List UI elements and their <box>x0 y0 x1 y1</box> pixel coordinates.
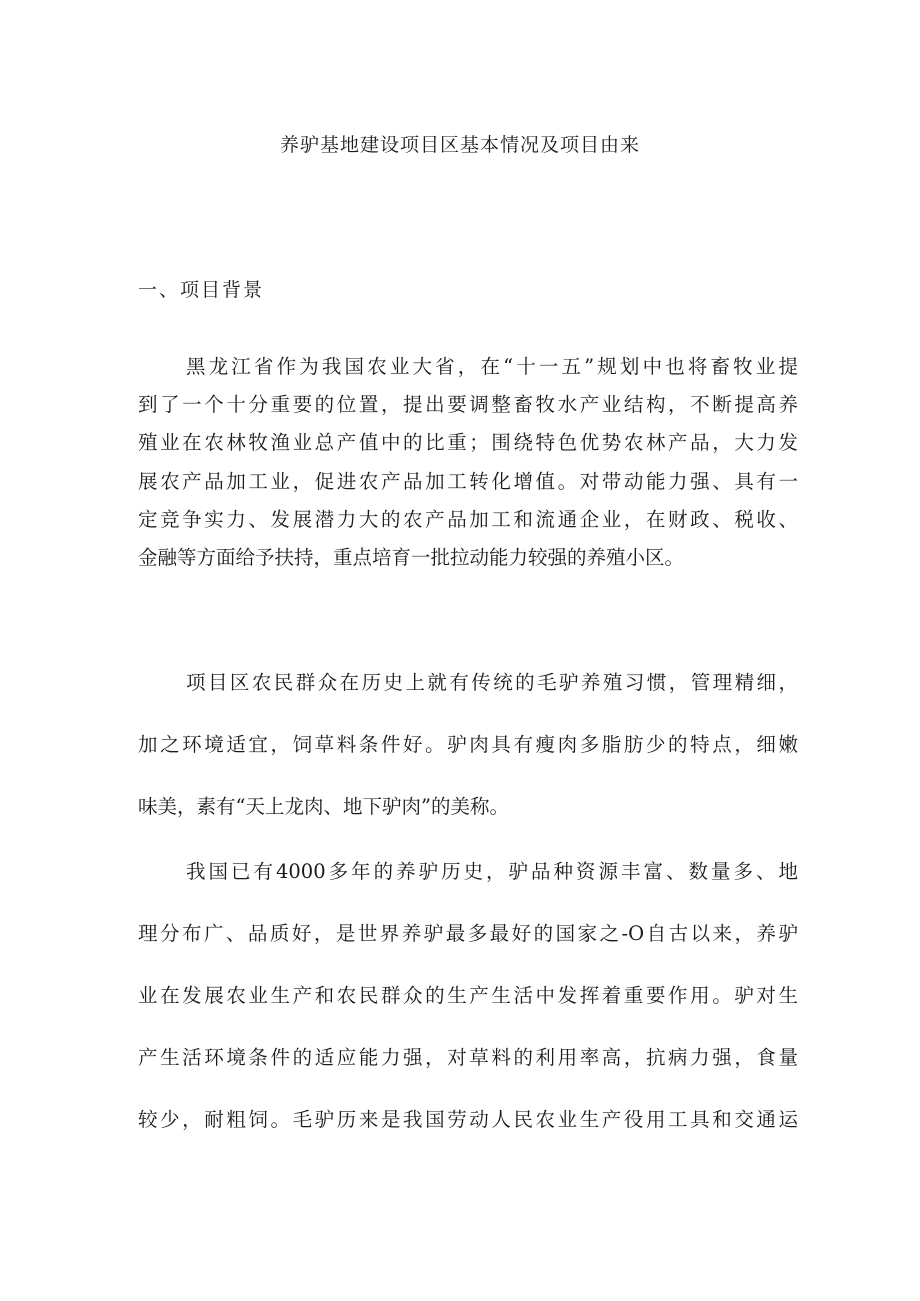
paragraph-line: 项目区农民群众在历史上就有传统的毛驴养殖习惯，管理精细， <box>186 671 798 694</box>
paragraph-3 <box>138 841 798 1151</box>
document-title: 养驴基地建设项目区基本情况及项目由来 <box>279 134 640 156</box>
paragraph-line: 业在发展农业生产和农民群众的生产生活中发挥着重要作用。驴对生 <box>138 984 798 1007</box>
paragraph-line: 较少，耐粗饲。毛驴历来是我国劳动人民农业生产役用工具和交通运 <box>138 1108 798 1131</box>
paragraph-line: 定竞争实力、发展潜力大的农产品加工和流通企业，在财政、税收、 <box>138 507 798 531</box>
paragraph-line: 黑龙江省作为我国农业大省，在“十一五”规划中也将畜牧业提 <box>186 355 798 378</box>
paragraph-line: 味美，素有“天上龙肉、地下驴肉”的美称。 <box>138 795 509 818</box>
paragraph-line: 展农产品加工业，促进农产品加工转化增值。对带动能力强、具有一 <box>138 469 798 493</box>
paragraph-line: 金融等方面给予扶持，重点培育一批拉动能力较强的养殖小区。 <box>138 545 685 569</box>
paragraph-line: 到了一个十分重要的位置，提出要调整畜牧水产业结构，不断提高养 <box>138 393 798 417</box>
paragraph-line: 殖业在农林牧渔业总产值中的比重；围绕特色优势农林产品，大力发 <box>138 431 798 455</box>
paragraph-line: 理分布广、品质好，是世界养驴最多最好的国家之-O自古以来，养驴 <box>138 922 798 945</box>
paragraph-line: 产生活环境条件的适应能力强，对草料的利用率高，抗病力强，食量 <box>138 1046 798 1069</box>
paragraph-line: 加之环境适宜，饲草料条件好。驴肉具有瘦肉多脂肪少的特点，细嫩 <box>138 733 798 756</box>
section-heading: 一、项目背景 <box>138 279 265 301</box>
paragraph-2 <box>138 652 798 838</box>
paragraph-line: 我国已有4000多年的养驴历史，驴品种资源丰富、数量多、地 <box>186 860 798 883</box>
paragraph-1 <box>138 348 798 577</box>
